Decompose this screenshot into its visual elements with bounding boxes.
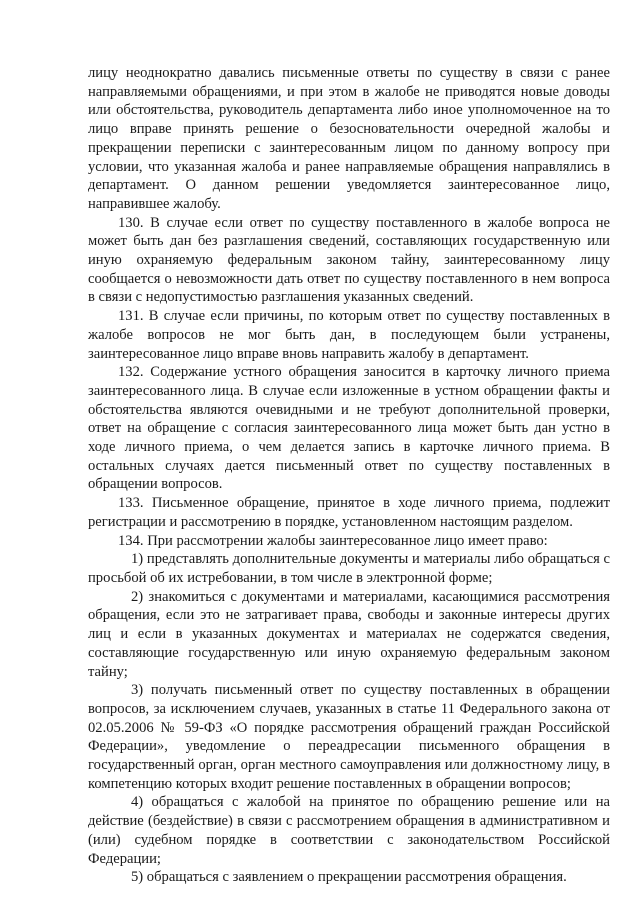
paragraph-131: 131. В случае если причины, по которым ответ по существу поставленных в жалобе вопросов не мог быть дан, в последующем были устранены, заинтересованное лицо вправе вновь направить жалобу в департамент. xyxy=(88,308,610,362)
document-page xyxy=(88,64,610,887)
list-item-4: 4) обращаться с жалобой на принятое по обращению решение или на действие (бездействие) в связи с рассмотрением обращения в административном и (или) судебном порядке в соответствии с законодательством Российской Федерации; xyxy=(88,794,610,867)
list-item-1: 1) представлять дополнительные документы и материалы либо обращаться с просьбой об их истребовании, в том числе в электронной форме; xyxy=(88,551,610,586)
paragraph-130: 130. В случае если ответ по существу поставленного в жалобе вопроса не может быть дан без разглашения сведений, составляющих государственную или иную охраняемую федеральным законом тайну, заинтересованному лицу сообщается о невозможности дать ответ по существу поставленного в нем вопроса в связи с недопустимостью разглашения указанных сведений. xyxy=(88,214,610,306)
list-item-5: 5) обращаться с заявлением о прекращении рассмотрения обращения. xyxy=(131,869,567,886)
paragraph-133: 133. Письменное обращение, принятое в ходе личного приема, подлежит регистрации и рассмотрению в порядке, установленном настоящим разделом. xyxy=(88,495,610,530)
list-item-3: 3) получать письменный ответ по существу поставленных в обращении вопросов, за исключением случаев, указанных в статье 11 Федерального закона от 02.05.2006 № 59-ФЗ «О порядке рассмотрения обращений граждан Российской Федерации», уведомление о переадресации письменного обращения в государственный орган, орган местного самоуправления или должностному лицу, в компетенцию которых входит решение поставленных в обращении вопросов; xyxy=(88,682,610,792)
paragraph-134: 134. При рассмотрении жалобы заинтересованное лицо имеет право: xyxy=(118,532,548,549)
paragraph-132: 132. Содержание устного обращения заносится в карточку личного приема заинтересованного лица. В случае если изложенные в устном обращении факты и обстоятельства являются очевидными и не требуют дополнительной проверки, ответ на обращение с согласия заинтересованного лица может быть дан устно в ходе личного приема, о чем делается запись в карточке личного приема. В остальных случаях дается письменный ответ по существу поставленных в обращении вопросов. xyxy=(88,364,610,493)
list-item-2: 2) знакомиться с документами и материалами, касающимися рассмотрения обращения, если это не затрагивает права, свободы и законные интересы других лиц и если в указанных документах и материалах не содержатся сведения, составляющие государственную или иную охраняемую федеральным законом тайну; xyxy=(88,588,610,680)
paragraph-continuation: лицу неоднократно давались письменные ответы по существу в связи с ранее направляемыми обращениями, и при этом в жалобе не приводятся новые доводы или обстоятельства, руководитель департамента либо иное уполномоченное на то лицо вправе принять решение о безосновательности очередной жалобы и прекращении переписки с заинтересованным лицом по данному вопросу при условии, что указанная жалоба и ранее направляемые обращения направлялись в департамент. О данном решении уведомляется заинтересованное лицо, направившее жалобу. xyxy=(88,65,610,212)
